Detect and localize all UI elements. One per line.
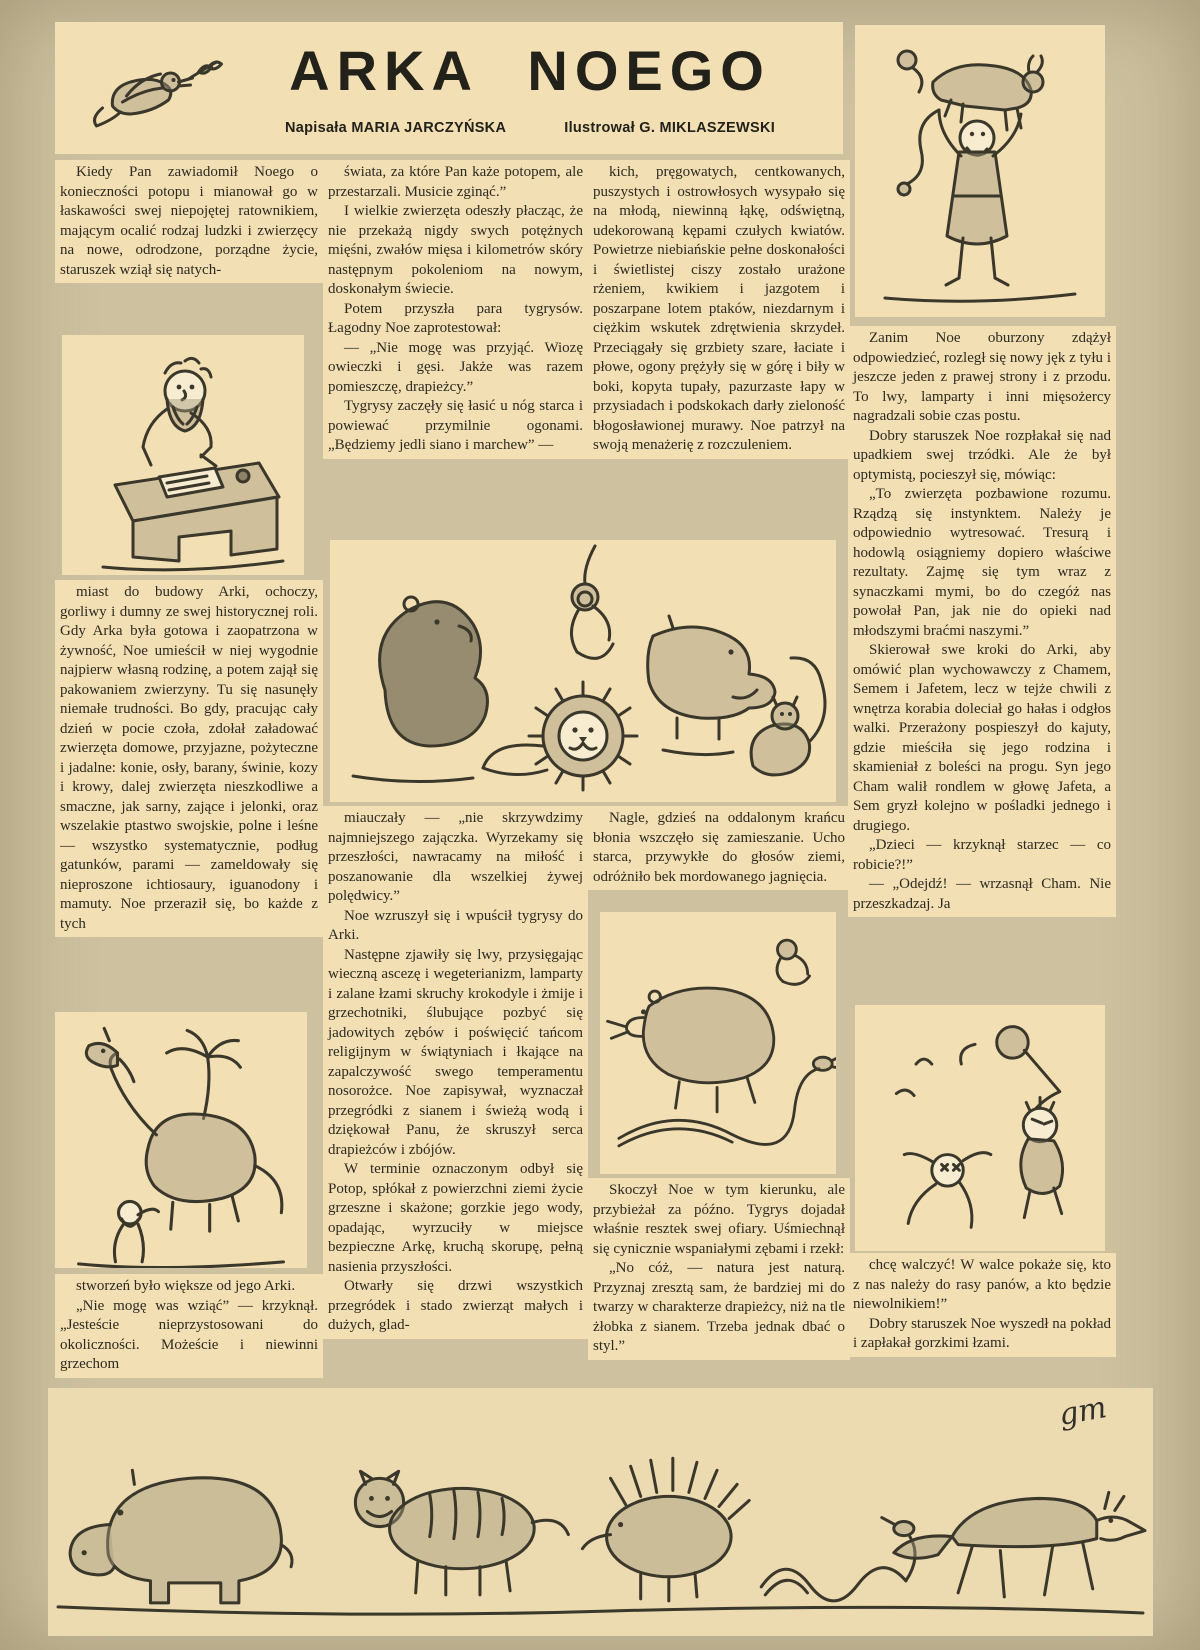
paragraph: Zanim Noe oburzony zdążył odpowiedzieć, rozległ się nowy jęk z tyłu i jeszcze jeden z prawej strony i z przodu. To lwy, lamparty i inni mięsożercy nagradzali sobie czas postu. <box>853 330 1111 424</box>
paragraph: Potem przyszła para tygrysów. Łagodny Noe zaprotestował: <box>328 300 583 336</box>
illustrator-signature: gm <box>1056 1390 1110 1433</box>
paragraph: — „Nie mogę was przyjąć. Wiozę owieczki i gęsi. Jakże was razem pomieszczę, drapieżcy.” <box>328 339 583 395</box>
fight-scene-illustration <box>855 1005 1105 1251</box>
col1-text-block-3 <box>55 1274 323 1378</box>
col4-text-block-1 <box>848 326 1116 917</box>
col4-text-block-2 <box>848 1253 1116 1357</box>
bear-snake-illustration <box>600 912 836 1174</box>
paragraph: — „Odejdź! — wrzasnął Cham. Nie przeszkadzaj. Ja <box>853 876 1111 912</box>
paragraph: Następne zjawiły się lwy, przysięgając wieczną ascezę i wegeterianizm, lamparty i zalane łzami skruchy krokodyle i żmije i grzechotniki, ślubujące pozbyć się jadowitych zębów i poświęcić tańcom religijnym w świątyniach i łkające na zapalczywość swego temperamentu nosorożce. Noe zapisywał, wyznaczał przegródki z sianem i świeżą wodą i dziękował Panu, że skruszył serca drapieżców i zbójów. <box>328 946 583 1158</box>
paragraph: I wielkie zwierzęta odeszły płacząc, że nie przekażą nigdy swych potężnych mięśni, zwałów mięsa i kilometrów skóry następnym pokoleniom na nowym, doskonałym świecie. <box>328 203 583 297</box>
col2-text-block-1 <box>323 160 588 459</box>
byline-illustrator: Ilustrował G. MIKLASZEWSKI <box>564 120 776 136</box>
paragraph: Dobry staruszek Noe wyszedł na pokład i zapłakał gorzkimi łzami. <box>853 1315 1112 1351</box>
col3-text-block-1 <box>588 160 850 459</box>
paragraph: Otwarły się drzwi wszystkich przegródek i stado zwierząt małych i dużych, glad- <box>328 1278 583 1333</box>
paragraph: „No cóż, — natura jest naturą. Przyznaj zresztą sam, że bardziej mi do twarzy w charakterze drapieżcy, niż na tle żłobka z sianem. Trzeba jednak dbać o styl.” <box>593 1260 845 1354</box>
paragraph: „To zwierzęta pozbawione rozumu. Rządzą się instynktem. Należy je odpowiednio wytresować. Tresurą i hodowlą osiągniemy dopiero właściwe rezultaty. Zajmę się tym wraz z synaczkami mymi, bo do czegóż nas powołał Pan, jak nie do opieki nad młodszymi braćmi naszymi.” <box>853 486 1111 639</box>
col3-text-block-3 <box>588 1178 850 1360</box>
paragraph: chcę walczyć! W walce pokaże się, kto z nas należy do rasy panów, a kto będzie niewolnikiem!” <box>853 1257 1111 1312</box>
paragraph: W terminie oznaczonym odbył się Potop, spłókał z powierzchni ziemi życie grzeszne i skażone; gorzkie jego wody, opadając, wyrzuciły w miejsce bezpieczne Arkę, kruchą skorupę, pełną nasienia przyszłości. <box>328 1161 583 1275</box>
dove-icon <box>75 48 230 143</box>
paragraph: Skoczył Noe w tym kierunku, ale przybieżał za późno. Tygrys dojadał właśnie resztek swej ofiary. Uśmiechnął się cynicznie wspaniałymi zębami i rzekł: <box>593 1182 845 1257</box>
paragraph: Tygrysy zaczęły się łasić u nóg starca i powiewać przymilnie ogonami. „Będziemy jedli siano i marchew” — <box>328 398 583 453</box>
col3-text-block-2 <box>588 806 850 890</box>
noah-writing-illustration <box>62 335 304 575</box>
col2-text-block-2 <box>323 806 588 1339</box>
paragraph: „Nie mogę was wziąć” — krzyknął. „Jesteście nieprzystosowani do okoliczności. Możeście i niewinni grzechom <box>60 1297 318 1372</box>
paragraph: świata, za które Pan każe potopem, ale przestarzali. Musicie zginąć.” <box>328 164 583 200</box>
noah-dinosaur-illustration <box>55 1012 307 1268</box>
paragraph: kich, pręgowatych, centkowanych, puszystych i ostrowłosych wysypało się na młodą, niewinną łąkę, odświętną, udekorowaną kępami czułych kwiatów. Powietrze niebiańskie pełne doskonałości i świetlistej ciszy zostało urażone rżeniem, kwikiem i jazgotem i poszarpane lotem ptaków, niezdarnym i ciężkim wskutek zdrętwienia skrzydeł. Przeciągały się grzbiety szare, łaciate i płowe, ogony prężyły się w górę i biły w boki, kopyta tupały, pazurzaste łapy w przysiadach i podskokach darły zieloność błogosławionej murawy. Noe patrzył na swoją menażerię z rozczuleniem. <box>593 164 845 453</box>
header <box>55 22 843 154</box>
man-carrying-animals-illustration <box>855 25 1105 317</box>
paragraph: Dobry staruszek Noe rozpłakał się nad upadkiem swej trzódki. Ale że był optymistą, pocieszył się, mówiąc: <box>853 427 1111 483</box>
page-title: ARKA NOEGO <box>289 39 771 102</box>
byline-author: Napisała MARIA JARCZYŃSKA <box>284 120 507 136</box>
animal-group-illustration <box>330 540 836 802</box>
byline <box>230 120 830 136</box>
animal-frieze-illustration <box>48 1388 1153 1636</box>
paragraph: Skierował swe kroki do Arki, aby omówić plan wychowawczy z Chamem, Semem i Jafetem, lecz w tejże chwili z wnętrza korabia doleciał go hałas i odgłos walki. Przerażony pospieszył do kajuty, gdzie mieściła się jego rodzina i skamieniał z boleści na progu. Syn jego Cham walił rondlem w głowę Jafeta, a Sem gryzł kolejno w pośladki jednego i drugiego. <box>853 642 1111 834</box>
paragraph: miast do budowy Arki, ochoczy, gorliwy i dumny ze swej historycznej roli. Gdy Arka była gotowa i zaopatrzona w żywność, Noe umieścił w niej wygodnie najpierw własną rodzinę, a potem zajął się pakowaniem zwierzyny. Tu się nasunęły niemałe trudności. Bo gdy, pracując cały dzień w pocie czoła, zdołał załadować zwierzęta domowe, przyjazne, pożyteczne i jadalne: konie, osły, barany, świnie, kozy i krowy, dalej zwierzęta nieszkodliwe a smaczne, jak sarny, zające i jelonki, oraz wszelakie ptastwo swojskie, polne i leśne — wszystko systematycznie, podług gatunków, parami — zameldowały się nieproszone ichtiosaury, iguanodony i mamuty. Noe przeraził się, bo każde z tych <box>60 584 318 932</box>
paragraph: stworzeń było większe od jego Arki. <box>76 1278 296 1294</box>
paragraph: miauczały — „nie skrzywdzimy najmniejszego zajączka. Wyrzekamy się przeszłości, nawracamy na miłość i poszanowanie dla wszelkiej żywej polędwicy.” <box>328 810 583 904</box>
paragraph: Kiedy Pan zawiadomił Noego o konieczności potopu i mianował go w łaskawości swej niepojętej ratownikiem, mającym ocalić rodzaj ludzki i zwierzęcy na nowe, odrodzone, porządne życie, staruszek wziął się natych- <box>60 164 318 278</box>
paragraph: Noe wzruszył się i wpuścił tygrysy do Arki. <box>328 907 583 943</box>
paragraph: „Dzieci — krzyknął starzec — co robicie?!” <box>853 837 1111 873</box>
col1-text-block-1 <box>55 160 323 283</box>
paragraph: Nagle, gdzieś na oddalonym krańcu błonia wszczęło się zamieszanie. Ucho starca, przywykłe do głosów ziemi, odróżniło bek mordowanego jagnięcia. <box>593 810 845 885</box>
col1-text-block-2 <box>55 580 323 937</box>
